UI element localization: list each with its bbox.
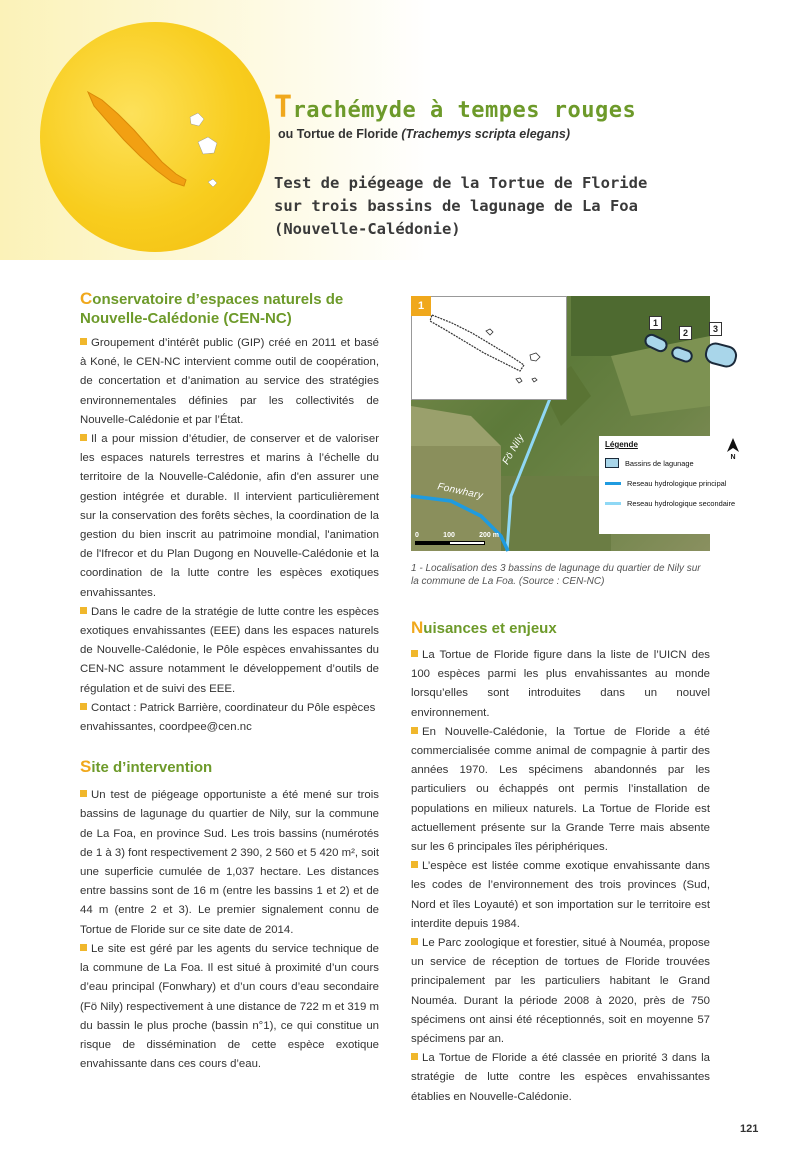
bullet-square-icon bbox=[411, 938, 418, 945]
north-arrow-icon bbox=[727, 438, 739, 452]
contact-text: Contact : Patrick Barrière, coordinateur du Pôle espèces envahissantes, coordpee@cen.nc bbox=[80, 701, 376, 734]
paragraph bbox=[411, 1049, 710, 1107]
basin-label: 1 bbox=[649, 316, 662, 330]
bullet-square-icon bbox=[80, 338, 87, 345]
north-arrow bbox=[727, 438, 739, 461]
new-caledonia-inset-map bbox=[411, 296, 567, 400]
page-subtitle bbox=[278, 127, 754, 141]
paragraph-text: La Tortue de Floride a été classée en priorité 3 dans la stratégie de lutte contre les espèces envahissantes établies en Nouvelle-Calédonie. bbox=[411, 1052, 710, 1103]
bullet-square-icon bbox=[80, 944, 87, 951]
study-title-line: Test de piégeage de la Tortue de Floride bbox=[274, 174, 648, 192]
bullet-square-icon bbox=[80, 790, 87, 797]
heading-text: onservatoire d’espaces naturels de Nouvelle-Calédonie (CEN-NC) bbox=[80, 291, 344, 327]
heading-text: uisances et enjeux bbox=[423, 620, 557, 637]
study-title-line: (Nouvelle-Calédonie) bbox=[274, 220, 461, 238]
paragraph bbox=[80, 699, 379, 737]
bullet-square-icon bbox=[411, 650, 418, 657]
main-river-label: Fonwhary bbox=[436, 481, 484, 502]
site-body bbox=[80, 786, 379, 1074]
scale-labels bbox=[415, 532, 499, 539]
paragraph-text: Dans le cadre de la stratégie de lutte contre les espèces exotiques envahissantes (EEE) dans les espaces naturels de Nouvelle-Calédonie, le Pôle espèces envahissantes du CEN-NC assure notamment le développement d’outils de régulation et de suivi des EEE. bbox=[80, 605, 379, 695]
bullet-square-icon bbox=[411, 861, 418, 868]
title-rest: rachémyde à tempes rouges bbox=[292, 98, 637, 123]
right-column bbox=[411, 296, 736, 1107]
study-title bbox=[274, 172, 724, 241]
bullet-square-icon bbox=[80, 607, 87, 614]
legend-label: Reseau hydrologique secondaire bbox=[627, 498, 736, 508]
main-river-swatch-icon bbox=[605, 482, 621, 485]
scale-bar-graphic bbox=[415, 541, 485, 545]
title-initial: T bbox=[274, 90, 293, 125]
bullet-square-icon bbox=[80, 434, 87, 441]
paragraph bbox=[411, 934, 710, 1049]
paragraph bbox=[80, 603, 379, 699]
paragraph bbox=[411, 646, 710, 723]
subtitle-common-name: ou Tortue de Floride bbox=[278, 127, 398, 141]
bullet-square-icon bbox=[80, 703, 87, 710]
paragraph-text: Le Parc zoologique et forestier, situé à Nouméa, propose un service de réception de tortues de Floride trouvées principalement par les particuliers habitant le Grand Nouméa. Durant la période 2008 à 2020, près de 750 spécimens ont ainsi été réceptionnés, soit en moyenne 57 spécimens par an. bbox=[411, 937, 710, 1046]
map-caption: 1 - Localisation des 3 bassins de lagunage du quartier de Nily sur la commune de La Foa. (Source : CEN-NC) bbox=[411, 563, 701, 587]
bullet-square-icon bbox=[411, 1053, 418, 1060]
secondary-river-swatch-icon bbox=[605, 502, 621, 505]
heading-initial: N bbox=[411, 618, 424, 637]
paragraph-text: Groupement d’intérêt public (GIP) créé en 2011 et basé à Koné, le CEN-NC intervient comme outil de coopération, de concertation et d’animation au service des stratégies environnementales définies par les collectivités de Nouvelle-Calédonie et par l’État. bbox=[80, 337, 379, 426]
study-title-line: sur trois bassins de lagunage de La Foa bbox=[274, 197, 638, 215]
section-heading-nuisances bbox=[411, 618, 710, 638]
title-block bbox=[274, 90, 754, 141]
paragraph bbox=[80, 430, 379, 603]
section-heading-site bbox=[80, 757, 379, 777]
page-number: 121 bbox=[740, 1123, 759, 1135]
legend-label: Bassins de lagunage bbox=[625, 458, 694, 468]
scale-bar bbox=[415, 532, 499, 545]
basin-swatch-icon bbox=[605, 458, 619, 468]
paragraph bbox=[80, 334, 379, 430]
map-legend bbox=[599, 436, 754, 534]
scale-label: 200 m bbox=[479, 532, 499, 539]
basin-label: 3 bbox=[709, 322, 722, 336]
paragraph bbox=[80, 940, 379, 1074]
cen-body bbox=[80, 334, 379, 737]
heading-initial: C bbox=[80, 289, 93, 308]
new-caledonia-sun-emblem bbox=[40, 22, 270, 252]
location-map bbox=[411, 296, 736, 551]
scale-label: 100 bbox=[443, 532, 455, 539]
paragraph bbox=[80, 786, 379, 940]
legend-label: Reseau hydrologique principal bbox=[627, 478, 727, 488]
legend-title: Légende bbox=[605, 440, 638, 449]
basin-label: 2 bbox=[679, 326, 692, 340]
paragraph bbox=[411, 857, 710, 934]
section-heading-cen bbox=[80, 289, 379, 328]
paragraph-text: Le site est géré par les agents du service technique de la commune de La Foa. Il est situé à proximité d’un cours d’eau principal (Fonwhary) et d’un cours d’eau secondaire (Fö Nily) respectivement à une distance de 722 m et 319 m du bassin le plus proche (bassin n°1), ce qui constitue un risque de dissémination de cette espèce exotique envahissante dans ces cours d’eau. bbox=[80, 942, 379, 1071]
subtitle-scientific-name: (Trachemys scripta elegans) bbox=[401, 127, 570, 141]
paragraph-text: La Tortue de Floride figure dans la liste de l’UICN des 100 espèces parmi les plus envahissantes au monde lorsqu’elles sont introduites dans un nouvel environnement. bbox=[411, 649, 710, 719]
paragraph-text: En Nouvelle-Calédonie, la Tortue de Floride a été commercialisée comme animal de compagnie à partir des années 1970. Les spécimens abandonnés par les particuliers ou échappés ont permis l’installation de populations en milieux naturels. La Tortue de Floride est actuellement présente sur la Grande Terre mais absente sur les 6 principales îles périphériques. bbox=[411, 725, 710, 854]
legend-row-main bbox=[605, 475, 748, 491]
legend-row-secondary bbox=[605, 495, 748, 511]
paragraph-text: Il a pour mission d’étudier, de conserver et de valoriser les espaces naturels terrestres et marins à l’échelle du territoire de la Nouvelle-Calédonie, afin d'en assurer une gestion intégrée et durable. Il intervient particulièrement sur la conservation des forêts sèches, la coordination de la gestion du bien inscrit au patrimoine mondial, l'animation de l'Ifrecor et du Plan Dugong en Nouvelle-Calédonie et la coordination de la lutte contre les espèces exotiques envahissantes. bbox=[80, 433, 379, 599]
left-column bbox=[80, 289, 379, 1074]
paragraph-text: Un test de piégeage opportuniste a été mené sur trois bassins de lagunage du quartier de Nily, sur la commune de La Foa, en province Sud. Les trois bassins (numérotés de 1 à 3) font respectivement 2 390, 2 560 et 5 420 m², soit une superficie cumulée de 1,037 hectare. Les distances entre bassins sont de 16 m (entre les bassins 1 et 2) et de 44 m (entre 2 et 3). Le premier signalement connu de Tortue de Floride sur ce site date de 2014. bbox=[80, 789, 379, 936]
north-label: N bbox=[730, 454, 736, 461]
page-title bbox=[274, 90, 754, 125]
secondary-river-label: Fö Nily bbox=[500, 432, 527, 467]
heading-initial: S bbox=[80, 757, 92, 777]
figure-number-badge: 1 bbox=[411, 296, 431, 316]
bullet-square-icon bbox=[411, 727, 418, 734]
paragraph bbox=[411, 723, 710, 857]
scale-label: 0 bbox=[415, 532, 419, 539]
paragraph-text: L’espèce est listée comme exotique envahissante dans les codes de l’environnement des trois provinces (Sud, Nord et îles Loyauté) et son importation sur le territoire est interdite depuis 1984. bbox=[411, 860, 710, 930]
inset-island-icon bbox=[412, 297, 566, 399]
new-caledonia-map-icon bbox=[40, 22, 270, 252]
heading-text: ite d’intervention bbox=[91, 759, 213, 777]
nuisances-body bbox=[411, 646, 710, 1107]
